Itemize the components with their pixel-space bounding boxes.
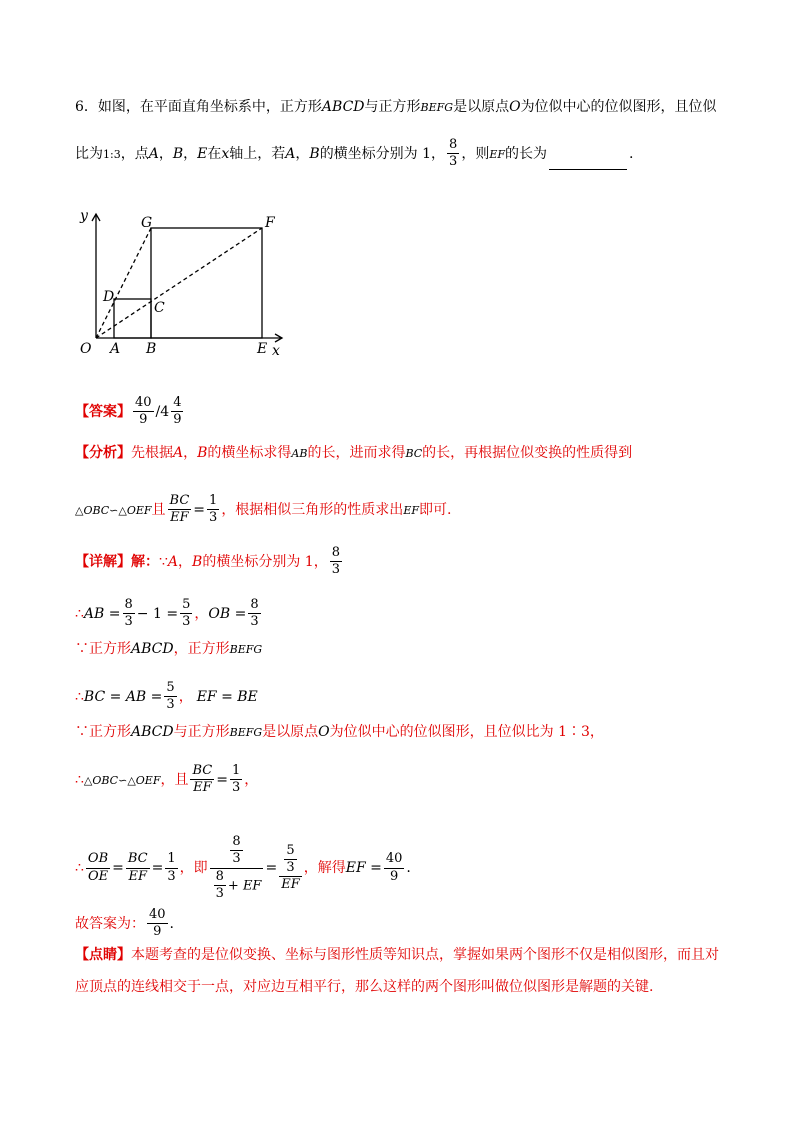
denominator: 9	[384, 868, 405, 884]
punct: .	[406, 860, 411, 877]
punct: ，	[183, 445, 198, 461]
label-a: A	[110, 341, 121, 357]
detail-text: 的横坐标分别为 1，	[202, 553, 328, 570]
denominator: OE	[86, 868, 110, 884]
denominator: 9	[173, 412, 182, 428]
square-befg	[151, 228, 262, 338]
denominator: 3	[231, 780, 241, 796]
numerator: 8	[250, 597, 259, 612]
detail-text: ，解得	[303, 860, 346, 877]
analysis-text: 先根据	[131, 445, 173, 461]
label-e: E	[257, 341, 268, 357]
comment-line-2	[75, 980, 653, 994]
analysis-line-2	[75, 494, 451, 526]
answer-blank	[549, 169, 627, 170]
numerator: OB	[87, 851, 109, 867]
comment-text: 应顶点的连线相交于一点，对应边互相平行，那么这样的两个图形叫做位似图形是解题的关键.	[75, 979, 654, 995]
numerator: 1	[167, 851, 176, 867]
line-og	[96, 228, 151, 338]
point-label: B	[172, 145, 184, 162]
question-text: 比为	[75, 145, 103, 162]
label-b: B	[146, 341, 157, 357]
math-text: EF =	[345, 860, 382, 877]
similarity-expression: △OBC∽△OEF	[75, 503, 152, 517]
label-x: x	[272, 343, 280, 359]
detail-text: ，即	[179, 860, 208, 877]
complex-fraction-right	[279, 844, 302, 893]
comment-line-1	[75, 948, 719, 962]
segment-label: BC	[405, 447, 423, 460]
detail-line-2	[75, 598, 263, 630]
segment-label: EF	[489, 147, 505, 161]
numerator: 40	[149, 907, 166, 922]
question-text: ，则	[461, 145, 490, 162]
analysis-text: 且	[151, 501, 166, 518]
square-label: ABCD	[131, 641, 174, 657]
equals: =	[265, 860, 278, 877]
square-label: BEFG	[229, 643, 263, 656]
denominator: EF	[126, 868, 150, 884]
analysis-text: 的横坐标求得	[207, 445, 292, 461]
separator: /	[155, 403, 161, 420]
punct: ，	[178, 553, 193, 570]
denominator: 3	[209, 510, 218, 526]
punct: .	[629, 145, 634, 162]
numerator: 8	[449, 137, 458, 152]
equals: =	[216, 771, 228, 788]
mixed-whole: 4	[160, 403, 170, 420]
ratio-value: 1:3	[103, 147, 121, 161]
question-line-2	[75, 138, 633, 170]
square-label: ABCD	[131, 724, 174, 740]
line-of	[96, 228, 262, 338]
math-text: OB =	[208, 605, 247, 622]
detail-text: 与正方形	[173, 724, 230, 740]
numerator	[279, 844, 302, 877]
because-symbol: ∵	[75, 724, 89, 740]
because-symbol: ∵	[159, 553, 168, 570]
denominator: 3	[286, 859, 295, 875]
fraction	[248, 598, 260, 630]
point-label: A	[285, 145, 296, 162]
comment-text: 本题考查的是位似变换、坐标与图形性质等知识点，掌握如果两个图形不仅是相似图形，而且对	[131, 947, 719, 963]
square-befg-label: BEFG	[420, 101, 454, 114]
final-text: 故答案为：	[75, 915, 145, 932]
label-d: D	[103, 289, 115, 305]
denominator: 3	[166, 697, 175, 713]
detail-tag: 【详解】	[75, 553, 131, 570]
equals: =	[193, 501, 206, 518]
segment-label: AB	[291, 447, 308, 460]
math-text: EF = BE	[196, 688, 258, 705]
analysis-line-1	[75, 446, 632, 460]
detail-text: 是以原点	[262, 724, 319, 740]
numerator: 5	[286, 842, 295, 858]
coordinate-figure	[70, 200, 300, 365]
label-g: G	[141, 215, 153, 231]
denominator	[210, 868, 264, 902]
denominator: 9	[133, 411, 154, 427]
punct: ，	[244, 771, 259, 788]
denominator: 3	[182, 614, 191, 630]
inner-fraction	[284, 844, 296, 876]
question-text: 为位似中心的位似图形，且位似	[520, 99, 717, 115]
final-answer-line	[75, 908, 174, 940]
square-label: BEFG	[229, 726, 263, 739]
numerator	[210, 835, 264, 868]
numerator: 5	[166, 680, 175, 695]
denominator: 3	[215, 885, 224, 901]
numerator: BC	[127, 851, 148, 867]
point-label: B	[309, 145, 320, 162]
equals: =	[112, 860, 124, 877]
math-text: BC = AB =	[83, 688, 163, 705]
analysis-text: ，根据相似三角形的性质求出	[221, 501, 404, 518]
numerator: BC	[192, 763, 213, 778]
numerator: BC	[169, 493, 190, 508]
square-abcd-label: ABCD	[321, 99, 365, 115]
question-line-1	[75, 100, 717, 114]
math-text: + EF	[227, 877, 262, 893]
numerator: 8	[124, 597, 133, 612]
point-label: B	[197, 445, 208, 461]
answer-mixed-fraction	[171, 396, 183, 428]
detail-line-4	[75, 681, 258, 713]
denominator: 3	[124, 614, 133, 630]
origin-label: O	[509, 99, 521, 115]
detail-text: ，且	[160, 771, 189, 788]
analysis-tag: 【分析】	[75, 445, 131, 461]
denominator: EF	[281, 877, 300, 893]
punct: ，	[183, 145, 198, 162]
denominator: 9	[147, 923, 168, 939]
answer-line	[75, 396, 185, 428]
numerator: 8	[331, 545, 340, 560]
point-label: A	[167, 553, 179, 570]
punct: ，	[178, 688, 193, 705]
similarity-expression: △OBC∽△OEF	[83, 773, 161, 787]
origin-label: O	[318, 724, 330, 740]
math-text: − 1 =	[136, 605, 179, 622]
detail-text: 正方形	[89, 641, 131, 657]
punct: ，	[158, 145, 173, 162]
answer-tag: 【答案】	[75, 403, 131, 420]
question-text: 如图，在平面直角坐标系中，正方形	[97, 99, 322, 115]
therefore-symbol: ∴	[75, 605, 84, 622]
point-label: A	[173, 445, 184, 461]
ratio-one-third	[230, 764, 242, 796]
ratio-one-third	[207, 494, 219, 526]
denominator: 3	[449, 154, 458, 170]
analysis-text: 的长，再根据位似变换的性质得到	[422, 445, 633, 461]
ratio-bc-ef	[190, 764, 214, 796]
punct: ，	[295, 145, 310, 162]
inner-fraction	[230, 835, 242, 867]
fraction-eight-thirds	[447, 138, 459, 170]
punct: .	[169, 915, 174, 932]
comment-tag: 【点睛】	[75, 947, 131, 963]
ratio-bc-ef	[126, 852, 150, 884]
detail-line-3	[75, 642, 262, 656]
detail-text: ，正方形	[173, 641, 230, 657]
fraction-eight-thirds	[330, 546, 342, 578]
segment-label: EF	[403, 503, 419, 517]
ratio-ob-oe	[86, 852, 110, 884]
question-text: 在	[207, 145, 222, 162]
answer-fraction	[384, 852, 405, 884]
math-text: AB =	[83, 605, 121, 622]
denominator: 3	[232, 851, 241, 867]
ratio-one-third	[165, 852, 177, 884]
question-text: 的长为	[505, 145, 547, 162]
numerator: 8	[232, 834, 241, 849]
point-label: A	[148, 145, 159, 162]
fraction	[164, 681, 176, 713]
point-label: E	[197, 145, 208, 162]
detail-line-1	[75, 546, 344, 578]
solution-label: 解：	[131, 553, 159, 570]
question-number: 6．	[75, 99, 98, 115]
denominator: 3	[331, 562, 340, 578]
therefore-symbol: ∴	[75, 860, 84, 877]
question-text: 与正方形	[364, 99, 421, 115]
label-f: F	[265, 215, 275, 231]
because-symbol: ∵	[75, 641, 89, 657]
analysis-text: 的长，进而求得	[307, 445, 406, 461]
denominator: EF	[190, 779, 214, 795]
detail-line-7	[75, 835, 411, 901]
question-text: 轴上，若	[229, 145, 286, 162]
label-c: C	[154, 300, 165, 316]
answer-fraction	[133, 396, 154, 428]
therefore-symbol: ∴	[75, 771, 84, 788]
detail-text: 为位似中心的位似图形，且位似比为 1∶3，	[329, 724, 604, 740]
question-text: ，点	[120, 145, 149, 162]
numerator: 5	[182, 597, 191, 612]
numerator: 8	[215, 868, 224, 884]
numerator: 1	[209, 493, 218, 508]
label-o: O	[80, 341, 92, 357]
therefore-symbol: ∴	[75, 688, 84, 705]
denominator: EF	[168, 509, 192, 525]
denominator: 3	[167, 868, 176, 884]
complex-fraction-left	[210, 835, 264, 901]
final-fraction	[147, 908, 168, 940]
detail-text: 正方形	[89, 724, 131, 740]
question-text: 是以原点	[453, 99, 510, 115]
point-label: B	[192, 553, 203, 570]
equals: =	[151, 860, 164, 877]
numerator: 1	[231, 763, 241, 778]
question-text: 的横坐标分别为 1，	[319, 145, 446, 162]
axis-name: x	[221, 145, 230, 162]
detail-line-6	[75, 764, 258, 796]
analysis-text: 即可.	[418, 501, 452, 518]
detail-line-5	[75, 725, 604, 739]
numerator: 40	[135, 395, 152, 410]
ratio-bc-ef	[168, 494, 192, 526]
inner-fraction	[214, 870, 226, 902]
fraction	[123, 598, 135, 630]
numerator: 40	[385, 851, 403, 867]
punct: ，	[194, 605, 209, 622]
fraction	[180, 598, 192, 630]
label-y: y	[80, 208, 88, 224]
denominator: 3	[250, 614, 259, 630]
numerator: 4	[173, 395, 182, 410]
